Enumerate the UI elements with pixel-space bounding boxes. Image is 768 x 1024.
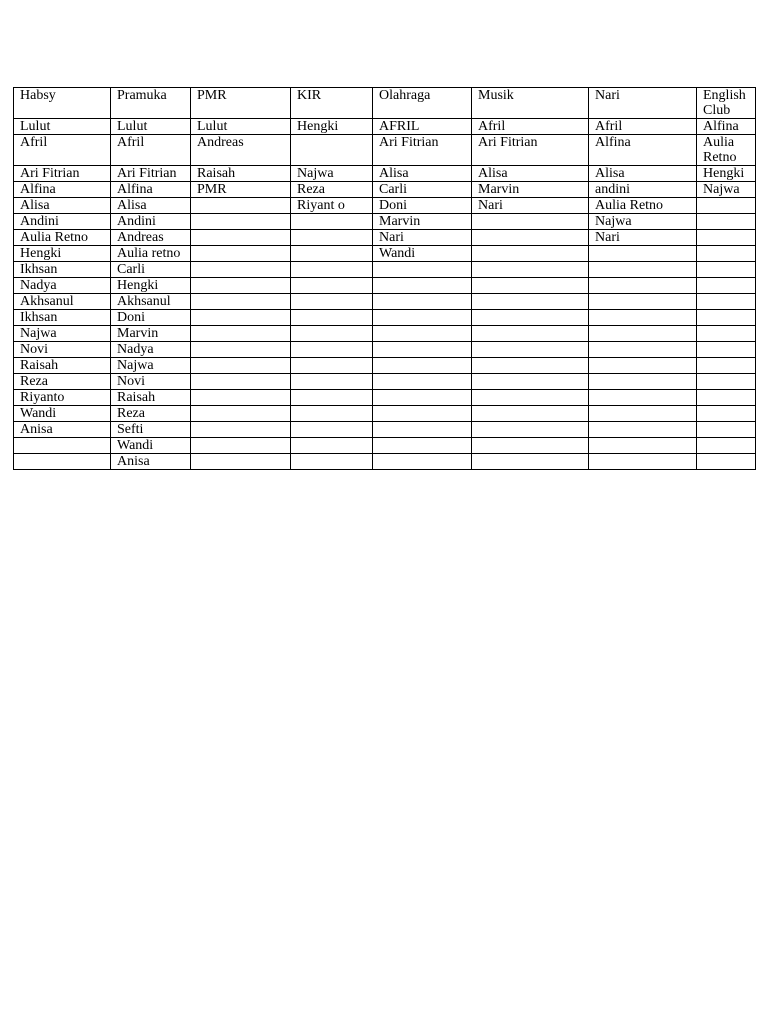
table-cell — [697, 246, 756, 262]
table-cell — [373, 342, 472, 358]
table-cell — [291, 294, 373, 310]
table-cell — [191, 406, 291, 422]
header-cell: KIR — [291, 88, 373, 119]
table-cell: Aulia Retno — [697, 135, 756, 166]
table-row — [14, 342, 756, 358]
table-cell — [373, 438, 472, 454]
table-cell — [589, 294, 697, 310]
table-cell — [472, 310, 589, 326]
table-row — [14, 246, 756, 262]
table-row — [14, 438, 756, 454]
table-row — [14, 119, 756, 135]
table-cell — [589, 310, 697, 326]
table-cell — [191, 262, 291, 278]
table-cell — [373, 422, 472, 438]
table-cell: Sefti — [111, 422, 191, 438]
table-cell — [472, 454, 589, 470]
table-cell — [589, 454, 697, 470]
table-cell — [589, 358, 697, 374]
table-cell: Ari Fitrian — [373, 135, 472, 166]
table-cell — [373, 326, 472, 342]
table-cell: Lulut — [14, 119, 111, 135]
table-cell: Aulia retno — [111, 246, 191, 262]
table-cell: Alisa — [111, 198, 191, 214]
table-row — [14, 310, 756, 326]
table-cell: Andreas — [191, 135, 291, 166]
table-cell — [291, 214, 373, 230]
table-cell — [697, 294, 756, 310]
header-row — [14, 88, 756, 119]
table-cell — [589, 374, 697, 390]
table-body — [14, 119, 756, 470]
table-cell — [472, 294, 589, 310]
table-cell — [291, 310, 373, 326]
table-cell: Lulut — [111, 119, 191, 135]
table-cell: Hengki — [291, 119, 373, 135]
table-cell: AFRIL — [373, 119, 472, 135]
table-cell — [472, 326, 589, 342]
table-cell — [589, 438, 697, 454]
table-cell — [472, 278, 589, 294]
table-cell — [14, 454, 111, 470]
table-row — [14, 294, 756, 310]
table-cell: Reza — [111, 406, 191, 422]
table-cell — [291, 326, 373, 342]
table-cell: Nadya — [14, 278, 111, 294]
table-cell: Hengki — [111, 278, 191, 294]
table-cell — [373, 358, 472, 374]
table-cell: Raisah — [191, 166, 291, 182]
table-cell — [291, 374, 373, 390]
table-cell — [373, 278, 472, 294]
table-cell: Alfina — [697, 119, 756, 135]
table-cell — [697, 406, 756, 422]
table-cell: Alfina — [14, 182, 111, 198]
table-cell — [191, 246, 291, 262]
header-cell: English Club — [697, 88, 756, 119]
table-cell — [191, 230, 291, 246]
table-cell: andini — [589, 182, 697, 198]
table-row — [14, 278, 756, 294]
table-cell — [472, 422, 589, 438]
table-cell — [191, 358, 291, 374]
table-cell — [291, 342, 373, 358]
table-cell — [191, 198, 291, 214]
table-row — [14, 406, 756, 422]
extracurricular-roster-table — [13, 87, 756, 470]
table-cell — [472, 438, 589, 454]
table-cell — [291, 262, 373, 278]
table-row — [14, 358, 756, 374]
table-cell: Andini — [14, 214, 111, 230]
table-cell: Anisa — [14, 422, 111, 438]
table-row — [14, 262, 756, 278]
table-cell: Riyanto — [14, 390, 111, 406]
table-cell — [589, 422, 697, 438]
header-cell: PMR — [191, 88, 291, 119]
table-cell: Ari Fitrian — [14, 166, 111, 182]
table-cell: Ikhsan — [14, 310, 111, 326]
table-header — [14, 88, 756, 119]
table-cell: Raisah — [14, 358, 111, 374]
table-cell — [697, 310, 756, 326]
table-cell — [373, 454, 472, 470]
table-cell — [373, 406, 472, 422]
table-cell: Doni — [111, 310, 191, 326]
table-cell — [291, 230, 373, 246]
table-cell — [697, 358, 756, 374]
table-cell — [373, 390, 472, 406]
table-cell — [291, 278, 373, 294]
table-cell — [697, 278, 756, 294]
table-cell — [472, 406, 589, 422]
table-row — [14, 454, 756, 470]
table-cell: Carli — [373, 182, 472, 198]
table-cell: Afril — [111, 135, 191, 166]
table-row — [14, 214, 756, 230]
table-cell: Anisa — [111, 454, 191, 470]
table-cell — [191, 214, 291, 230]
table-cell: Hengki — [14, 246, 111, 262]
table-cell: Aulia Retno — [14, 230, 111, 246]
table-cell — [472, 262, 589, 278]
table-cell — [697, 438, 756, 454]
table-cell: Wandi — [111, 438, 191, 454]
table-cell — [191, 454, 291, 470]
table-cell — [373, 262, 472, 278]
header-cell: Nari — [589, 88, 697, 119]
table-cell — [472, 358, 589, 374]
table-cell: Nari — [589, 230, 697, 246]
table-cell — [191, 422, 291, 438]
table-cell — [589, 326, 697, 342]
table-cell: Najwa — [14, 326, 111, 342]
table-cell: Alfina — [589, 135, 697, 166]
table-row — [14, 422, 756, 438]
table-cell: Najwa — [111, 358, 191, 374]
table-cell: Alisa — [373, 166, 472, 182]
table-cell: Akhsanul — [111, 294, 191, 310]
table-cell: Marvin — [111, 326, 191, 342]
table-cell: Marvin — [373, 214, 472, 230]
table-cell — [191, 390, 291, 406]
table-cell — [291, 438, 373, 454]
table-cell — [697, 390, 756, 406]
table-cell — [589, 342, 697, 358]
table-cell: Afril — [472, 119, 589, 135]
table-cell — [291, 454, 373, 470]
table-cell: Nari — [373, 230, 472, 246]
table-cell — [291, 358, 373, 374]
header-cell: Habsy — [14, 88, 111, 119]
table-cell: Novi — [111, 374, 191, 390]
table-cell — [191, 326, 291, 342]
table-cell — [373, 310, 472, 326]
table-cell — [191, 374, 291, 390]
table-row — [14, 374, 756, 390]
table-cell: Wandi — [14, 406, 111, 422]
table-cell — [697, 454, 756, 470]
table-row — [14, 326, 756, 342]
table-cell — [191, 310, 291, 326]
table-row — [14, 135, 756, 166]
table-cell: Alisa — [589, 166, 697, 182]
table-cell: Ikhsan — [14, 262, 111, 278]
table-cell — [472, 390, 589, 406]
table-cell — [697, 326, 756, 342]
table-cell: Lulut — [191, 119, 291, 135]
table-cell — [697, 198, 756, 214]
table-cell: Ari Fitrian — [111, 166, 191, 182]
table-cell — [191, 294, 291, 310]
table-cell: Wandi — [373, 246, 472, 262]
table-cell: Novi — [14, 342, 111, 358]
table-cell — [589, 390, 697, 406]
table-cell: Akhsanul — [14, 294, 111, 310]
table-cell: Aulia Retno — [589, 198, 697, 214]
table-cell — [697, 214, 756, 230]
table-cell: Hengki — [697, 166, 756, 182]
table-cell: Alfina — [111, 182, 191, 198]
table-cell — [589, 406, 697, 422]
table-cell: Andini — [111, 214, 191, 230]
table-cell: Najwa — [697, 182, 756, 198]
table-row — [14, 390, 756, 406]
table-cell — [191, 438, 291, 454]
table-cell: Ari Fitrian — [472, 135, 589, 166]
table-cell — [589, 278, 697, 294]
table-cell — [472, 374, 589, 390]
table-cell: Andreas — [111, 230, 191, 246]
table-cell — [191, 278, 291, 294]
table-cell: PMR — [191, 182, 291, 198]
table-row — [14, 182, 756, 198]
table-cell: Marvin — [472, 182, 589, 198]
table-cell — [373, 374, 472, 390]
table-cell: Nari — [472, 198, 589, 214]
table-cell — [697, 374, 756, 390]
table-cell: Alisa — [14, 198, 111, 214]
header-cell: Musik — [472, 88, 589, 119]
table-cell — [291, 246, 373, 262]
header-cell: Olahraga — [373, 88, 472, 119]
table-row — [14, 230, 756, 246]
table-cell — [472, 342, 589, 358]
table-cell — [697, 230, 756, 246]
table-cell — [373, 294, 472, 310]
table-cell — [589, 246, 697, 262]
table-cell — [291, 390, 373, 406]
table-row — [14, 166, 756, 182]
table-cell — [472, 214, 589, 230]
table-cell — [291, 422, 373, 438]
table-cell: Alisa — [472, 166, 589, 182]
table-cell — [697, 422, 756, 438]
table-cell: Afril — [14, 135, 111, 166]
table-cell — [589, 262, 697, 278]
table-cell: Doni — [373, 198, 472, 214]
table-cell: Reza — [14, 374, 111, 390]
table-cell: Najwa — [291, 166, 373, 182]
table-cell: Afril — [589, 119, 697, 135]
table-row — [14, 198, 756, 214]
table-cell — [291, 135, 373, 166]
header-cell: Pramuka — [111, 88, 191, 119]
table-cell: Raisah — [111, 390, 191, 406]
table-cell: Riyant o — [291, 198, 373, 214]
table-cell: Nadya — [111, 342, 191, 358]
table-cell: Reza — [291, 182, 373, 198]
table-cell — [14, 438, 111, 454]
table-cell — [697, 262, 756, 278]
table-cell: Najwa — [589, 214, 697, 230]
table-cell — [291, 406, 373, 422]
table-cell — [697, 342, 756, 358]
table-cell: Carli — [111, 262, 191, 278]
table-cell — [191, 342, 291, 358]
table-cell — [472, 246, 589, 262]
table-cell — [472, 230, 589, 246]
